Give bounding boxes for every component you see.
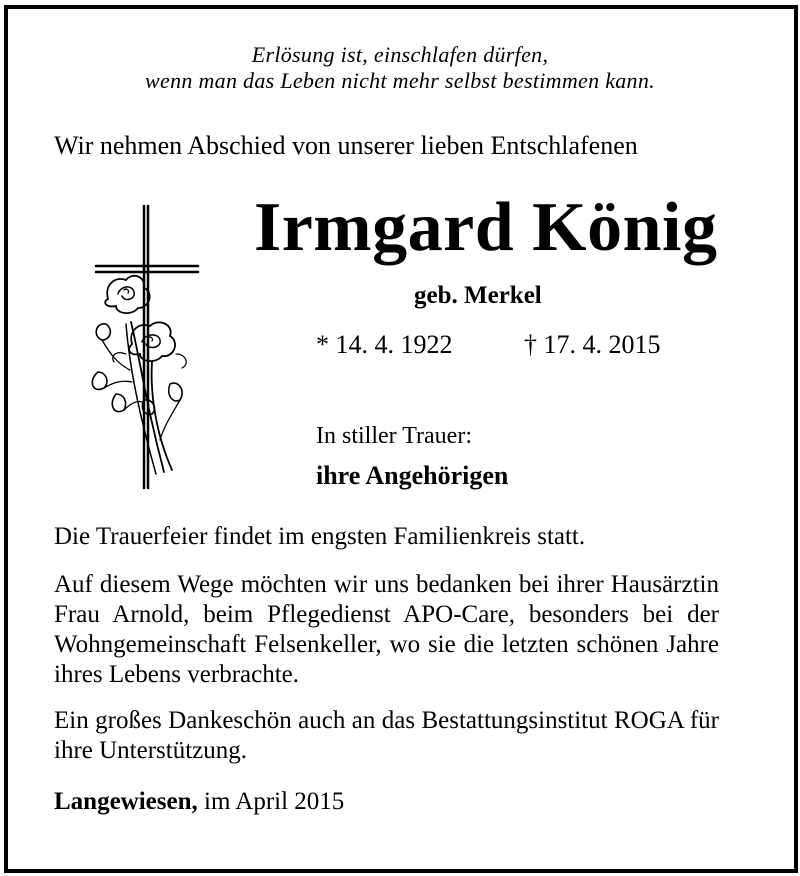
- birth-date: * 14. 4. 1922: [316, 330, 453, 359]
- mourners-names: ihre Angehörigen: [316, 461, 509, 490]
- closing-date: im April 2015: [204, 788, 345, 815]
- death-date: † 17. 4. 2015: [524, 330, 661, 359]
- motto-line-2: wenn man das Leben nicht mehr selbst bestimmen kann.: [145, 68, 655, 93]
- mourners-label: In stiller Trauer:: [316, 423, 472, 449]
- intro-text: Wir nehmen Abschied von unserer lieben Entschlafenen: [54, 131, 638, 160]
- thanks-paragraph: Auf diesem Wege möchten wir uns bedanken bei ihrer Hausärztin Frau Arnold, beim Pflegedienst APO-Care, besonders bei der Wohngemeinschaft Felsenkeller, wo sie die letzten schönen Jahre ihres Lebens verbrachte.: [54, 571, 719, 688]
- closing-line: [54, 788, 344, 816]
- motto: [0, 42, 800, 94]
- cross-with-roses-icon: [86, 204, 204, 494]
- closing-place: Langewiesen,: [54, 788, 198, 815]
- life-dates: [316, 330, 661, 360]
- undertaker-thanks-paragraph: Ein großes Dankeschön auch an das Bestattungsinstitut ROGA für ihre Unterstützung.: [54, 707, 719, 764]
- deceased-name: Irmgard König: [254, 189, 718, 266]
- funeral-note: Die Trauerfeier findet im engsten Familienkreis statt.: [54, 523, 586, 550]
- maiden-name: geb. Merkel: [414, 282, 542, 309]
- motto-line-1: Erlösung ist, einschlafen dürfen,: [251, 42, 549, 67]
